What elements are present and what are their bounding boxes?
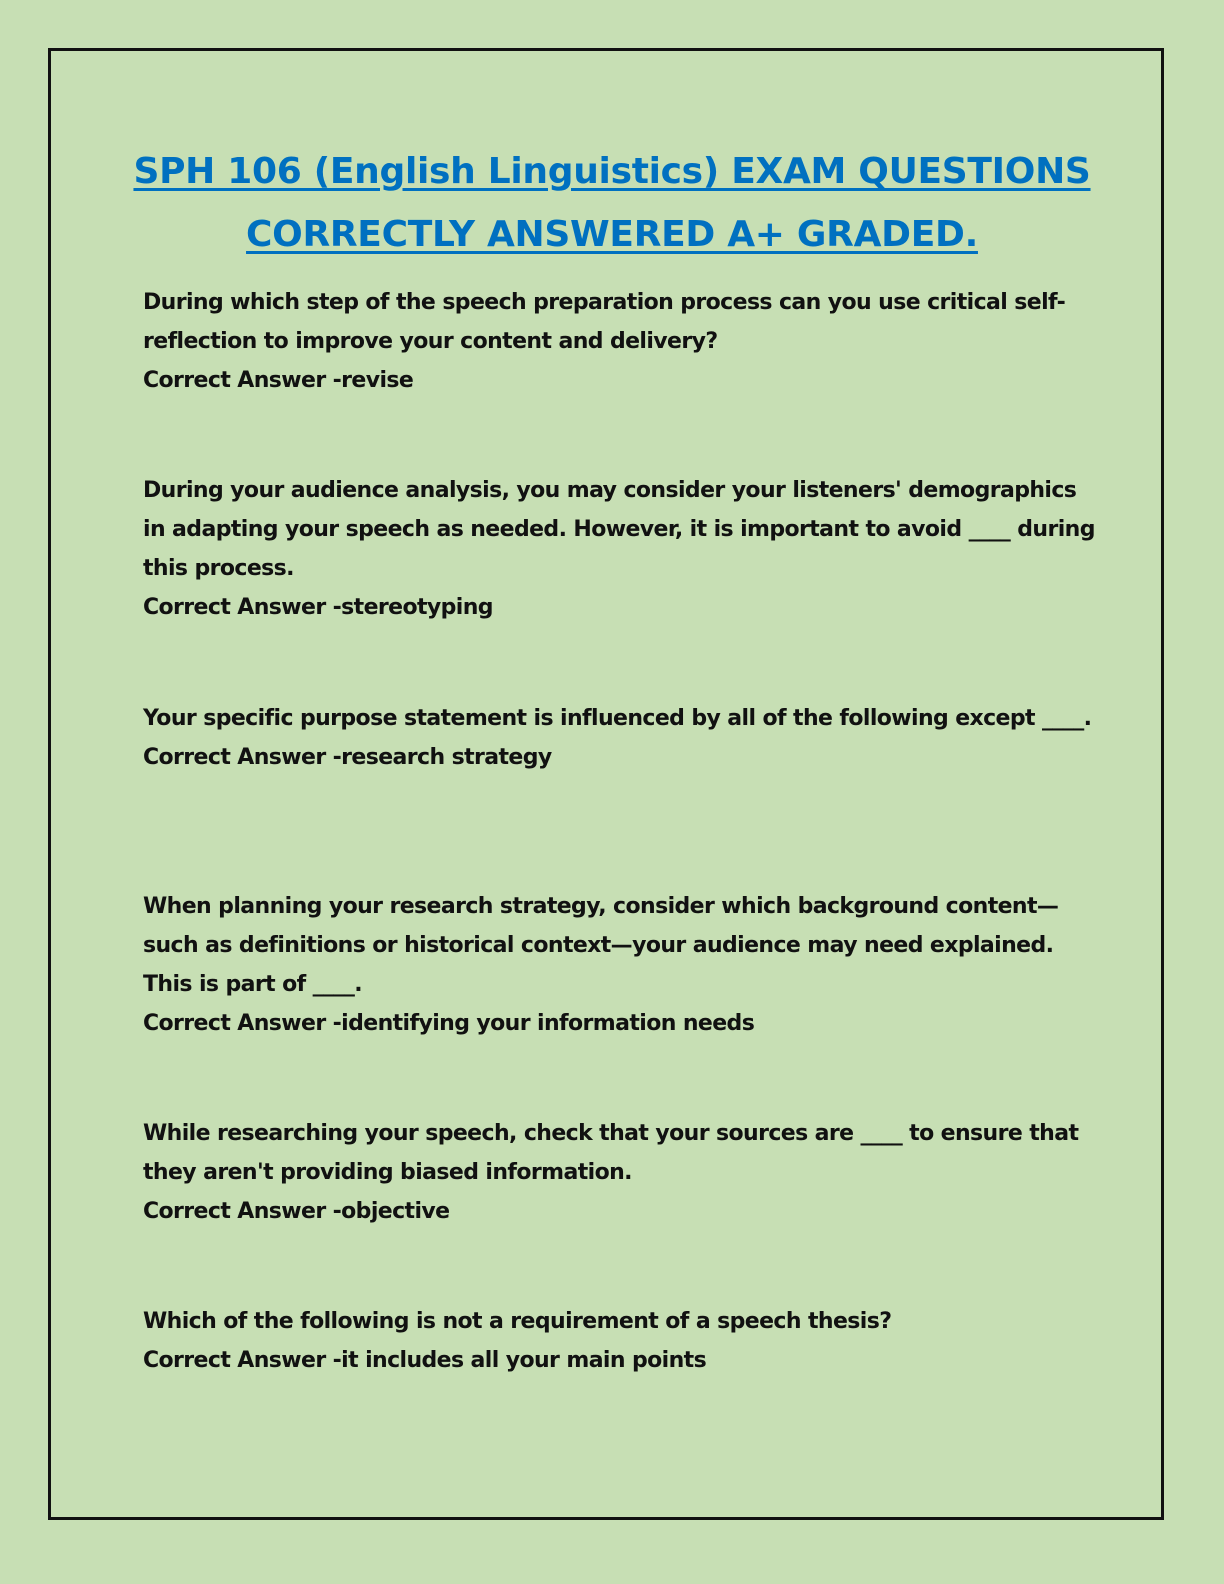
page-border [48,48,1164,1520]
answer-text: Correct Answer -objective [143,1199,450,1224]
question-text: During which step of the speech preparation process can you use critical self-reflection to improve your content and delivery? [143,290,1066,354]
question-text: While researching your speech, check that your sources are ____ to ensure that they aren't providing biased information. [143,1121,1079,1185]
document-title [120,140,1104,266]
answer-text: Correct Answer -stereotyping [143,595,493,620]
answer-text: Correct Answer -identifying your information needs [143,1011,755,1036]
qa-item [143,471,1103,627]
question-text: When planning your research strategy, consider which background content—such as definitions or historical context—your audience may need explained. This is part of ____. [143,894,1059,997]
answer-text: Correct Answer -revise [143,368,414,393]
question-text: During your audience analysis, you may consider your listeners' demographics in adapting your speech as needed. However, it is important to avoid ____ during this process. [143,478,1095,581]
question-text: Which of the following is not a requirement of a speech thesis? [143,1309,892,1334]
title-line-1: SPH 106 (English Linguistics) EXAM QUESTIONS [133,151,1091,192]
qa-item [143,1114,1103,1231]
qa-item [143,887,1103,1043]
qa-item [143,699,1103,777]
answer-text: Correct Answer -research strategy [143,745,552,770]
qa-item [143,283,1103,400]
qa-item [143,1302,1103,1380]
question-text: Your specific purpose statement is influenced by all of the following except ____. [143,706,1092,731]
title-line-2: CORRECTLY ANSWERED A+ GRADED. [246,214,978,255]
answer-text: Correct Answer -it includes all your main points [143,1348,707,1373]
